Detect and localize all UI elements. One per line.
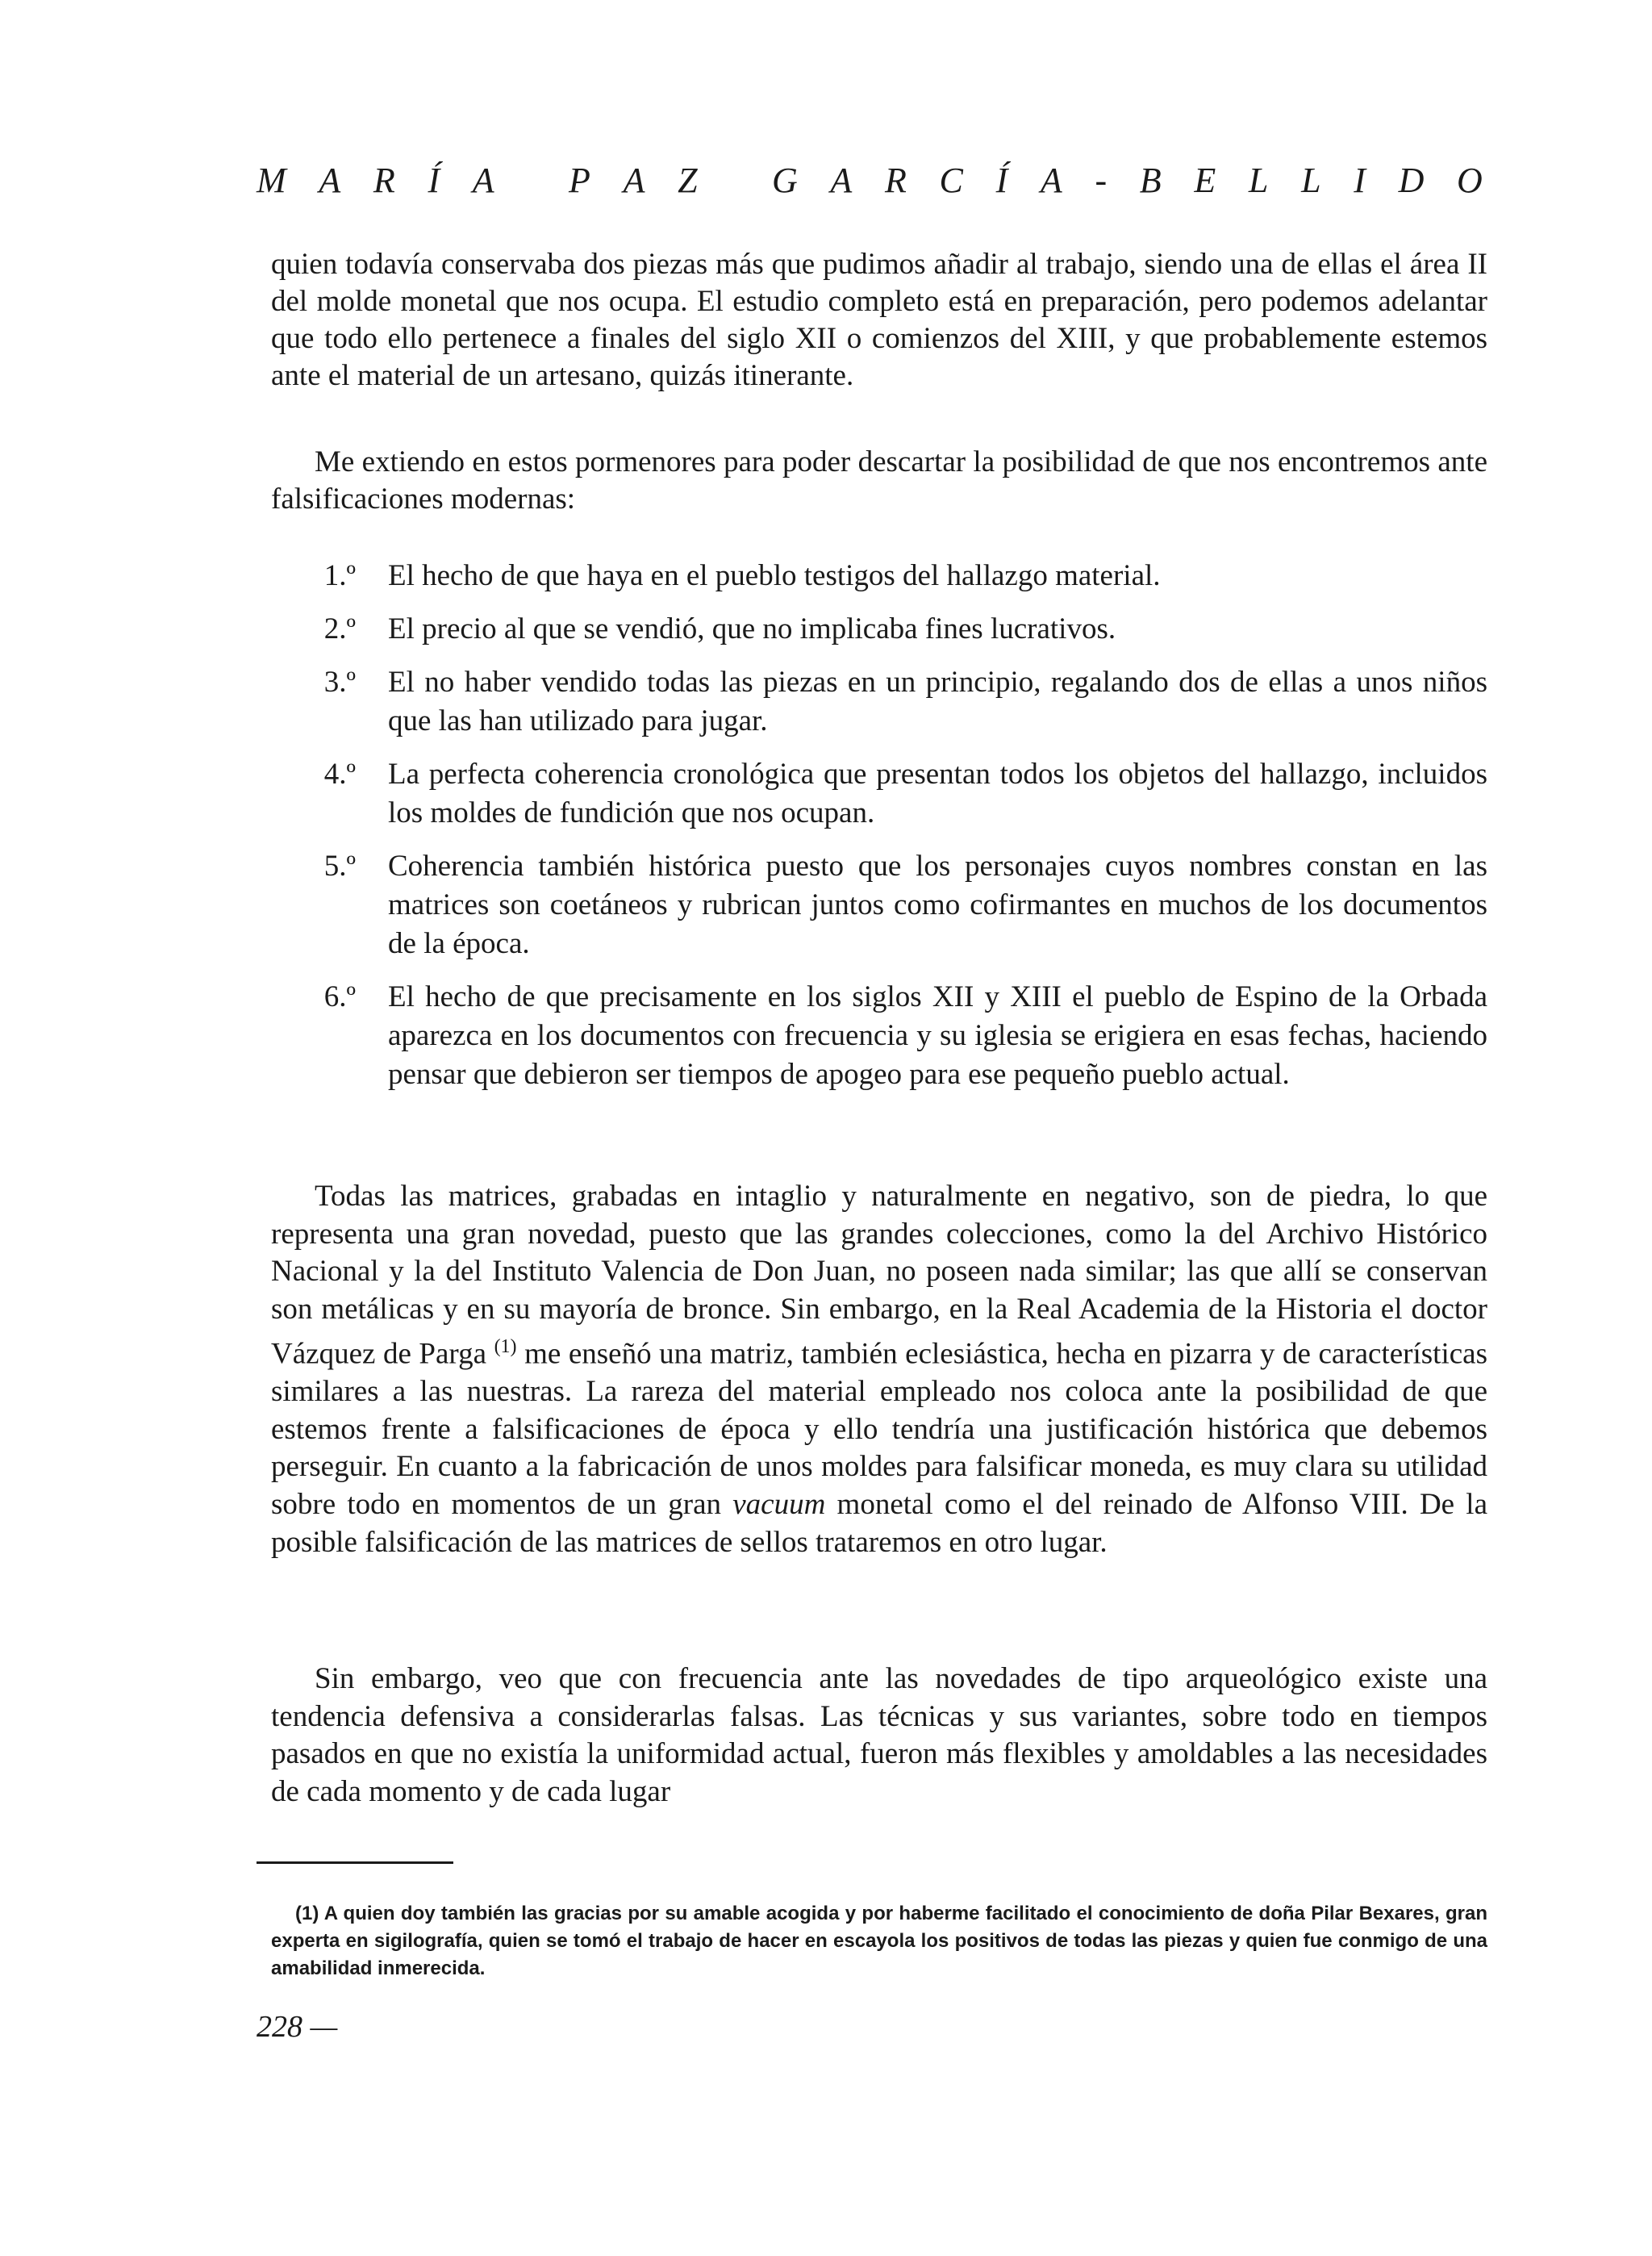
running-head-letter: M	[257, 161, 286, 200]
running-head-letter: Í	[428, 161, 440, 200]
running-head-space	[527, 160, 536, 201]
footnote: (1) A quien doy también las gracias por su amable acogida y por haberme facilitado el conocimiento de doña Pilar Bexares, gran experta en sigilografía, quien se tomó el trabajo de hacer en escayola los positivos de todas las piezas y quien fue conmigo de una amabilidad inmerecida.	[271, 1903, 1487, 1979]
list-item-text: El hecho de que haya en el pueblo testigos del hallazgo material.	[388, 559, 1161, 592]
list-item-number: 5.º	[323, 850, 356, 883]
numbered-list	[271, 557, 1487, 1109]
running-head-space	[730, 160, 739, 201]
running-head-letter: O	[1457, 161, 1483, 200]
list-item	[271, 557, 1487, 595]
running-head-hyphen: -	[1095, 161, 1108, 200]
list-item	[271, 847, 1487, 963]
paragraph-matrices	[271, 1178, 1487, 1561]
list-item	[271, 663, 1487, 741]
list-item-text: El precio al que se vendió, que no implicaba fines lucrativos.	[388, 612, 1116, 645]
paragraph-novelties: Sin embargo, veo que con frecuencia ante las novedades de tipo arqueológico existe una tendencia defensiva a considerarlas falsas. Las técnicas y sus variantes, sobre todo en tiempos pasados en que no existía la uniformidad actual, fueron más flexibles y amoldables a las necesidades de cada momento y de cada lugar	[271, 1662, 1487, 1808]
paragraph-matrices-part-b: me enseñó una matriz, también eclesiástica, hecha en pizarra y de características similares a las nuestras. La rareza del material empleado nos coloca ante la posibilidad de que estemos frente a falsificaciones de época y ello tendría una justificación histórica que debemos perseguir. En cuanto a la fabricación de unos moldes para falsificar moneda, es muy clara su utilidad sobre todo en momentos de un gran	[271, 1337, 1487, 1522]
running-head-letter: Í	[995, 161, 1008, 200]
running-head-letter: Z	[678, 161, 698, 200]
running-head-letter: L	[1248, 161, 1269, 200]
list-item-number: 2.º	[323, 612, 356, 645]
list-item-text: El no haber vendido todas las piezas en un principio, regalando dos de ellas a unos niños que las han utilizado para jugar.	[388, 666, 1487, 737]
running-head-letter: P	[569, 161, 590, 200]
running-head-letter: R	[884, 161, 907, 200]
list-item-text: La perfecta coherencia cronológica que presentan todos los objetos del hallazgo, incluidos los moldes de fundición que nos ocupan.	[388, 758, 1487, 829]
running-head-letter: D	[1398, 161, 1425, 200]
paragraph-intro-2: Me extiendo en estos pormenores para poder descartar la posibilidad de que nos encontremos ante falsificaciones modernas:	[271, 445, 1487, 516]
paragraph-intro: quien todavía conservaba dos piezas más que pudimos añadir al trabajo, siendo una de ellas el área II del molde monetal que nos ocupa. El estudio completo está en preparación, pero podemos adelantar que todo ello pertenece a finales del siglo XII o comienzos del XIII, y que probablemente estemos ante el material de un artesano, quizás itinerante.	[271, 248, 1487, 392]
running-head-letter: A	[830, 161, 853, 200]
list-item	[271, 610, 1487, 649]
paragraph-matrices-part-a: Todas las matrices, grabadas en intaglio y naturalmente en negativo, son de piedra, lo que representa una gran novedad, puesto que las grandes colecciones, como la del Archivo Histórico Nacional y la del Instituto Valencia de Don Juan, no poseen nada similar; las que allí se conservan son metálicas y en su mayoría de bronce. Sin embargo, en la Real Academia de la Historia el doctor Vázquez de Parga	[271, 1180, 1487, 1371]
list-item	[271, 755, 1487, 833]
running-head-letter: C	[939, 161, 963, 200]
running-head-letter: A	[319, 161, 341, 200]
running-head-letter: R	[373, 161, 395, 200]
running-head-letter: B	[1139, 161, 1162, 200]
list-item	[271, 978, 1487, 1094]
page-number: 228 —	[257, 2010, 338, 2044]
running-head-letter: L	[1301, 161, 1321, 200]
list-item-text: El hecho de que precisamente en los siglos XII y XIII el pueblo de Espino de la Orbada aparezca en los documentos con frecuencia y su iglesia se erigiera en esas fechas, haciendo pensar que debieron ser tiempos de apogeo para ese pequeño pueblo actual.	[388, 980, 1487, 1091]
list-item-number: 1.º	[323, 559, 356, 592]
running-head-letter: A	[623, 161, 645, 200]
footnote-reference[interactable]: (1)	[494, 1336, 517, 1358]
running-head-letter: A	[472, 161, 494, 200]
list-item-number: 4.º	[323, 758, 356, 791]
list-item-number: 3.º	[323, 666, 356, 699]
footnote-divider	[257, 1861, 453, 1864]
running-head	[257, 160, 1483, 201]
running-head-letter: I	[1354, 161, 1366, 200]
list-item-text: Coherencia también histórica puesto que los personajes cuyos nombres constan en las matrices son coetáneos y rubrican juntos como cofirmantes en muchos de los documentos de la época.	[388, 850, 1487, 960]
running-head-letter: E	[1194, 161, 1216, 200]
latin-term: vacuum	[732, 1488, 826, 1522]
paragraph-matrices-part-c: monetal como el del reinado de Alfonso VIII. De la posible falsificación de las matrices de sellos trataremos en otro lugar.	[271, 1488, 1488, 1559]
running-head-letter: G	[771, 161, 798, 200]
running-head-letter: A	[1040, 161, 1062, 200]
list-item-number: 6.º	[323, 980, 356, 1013]
